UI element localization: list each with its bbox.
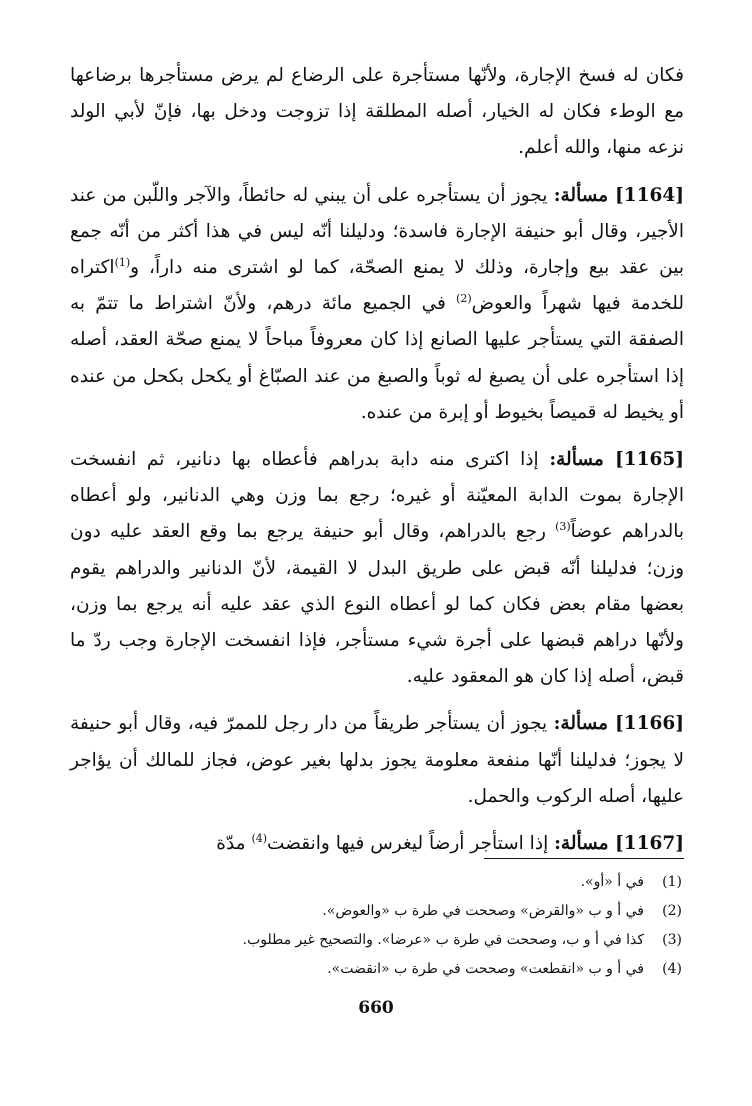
text-run: اكتراه للخدمة فيها شهراً والعوض: [70, 257, 684, 315]
text-run: مدّة: [216, 833, 252, 855]
footnotes: [70, 868, 682, 984]
footnote-2: [70, 897, 682, 926]
footnote-number: (3): [662, 932, 682, 948]
footnote-text: كذا في أ و ب، وصححت في طرة ب «عرضا». والتصحيح غير مطلوب.: [242, 932, 644, 948]
paragraph-issue-1165: [70, 442, 684, 695]
paragraph-issue-1167: [70, 826, 684, 862]
main-text: [70, 58, 684, 862]
footnote-text: في أ و ب «والقرض» وصححت في طرة ب «والعوض».: [322, 903, 644, 919]
text-run: إذا استأجر أرضاً ليغرس فيها وانقضت: [267, 833, 555, 855]
footnote-number: (1): [662, 874, 682, 890]
footnote-marker: (2): [456, 292, 472, 306]
footnote-text: في أ «أو».: [580, 874, 644, 890]
text-run: رجع بالدراهم، وقال أبو حنيفة يرجع بما وقع العقد عليه دون وزن؛ فدليلنا أنّه قبض على طريق البدل لا القيمة، لأنّ الدنانير والدراهم يقوم بعضها مقام بعض فكان كما لو أعطاه النوع الذي عقد عليه أنه يرجع بما وزن، ولأنّها دراهم قبضها على أجرة شيء مستأجر، فإذا انفسخت الإجارة وجب ردّ ما قبض، أصله إذا كان هو المعقود عليه.: [70, 521, 684, 688]
footnote-4: [70, 955, 682, 984]
footnote-text: في أ و ب «انقطعت» وصححت في طرة ب «انقضت».: [327, 961, 644, 977]
paragraph-issue-1166: [70, 706, 684, 815]
footnote-1: [70, 868, 682, 897]
text-run: يجوز أن يستأجر طريقاً من دار رجل للممرّ فيه، وقال أبو حنيفة لا يجوز؛ فدليلنا أنّها منفعة معلومة يجوز بدلها بغير عوض، فجاز للمالك أن يؤاجر عليها، أصله الركوب والحمل.: [70, 713, 685, 807]
footnote-marker: (1): [114, 255, 131, 269]
footnote-number: (4): [662, 961, 682, 977]
footnote-number: (2): [662, 903, 682, 919]
issue-heading: [1166] مسألة:: [553, 713, 684, 735]
paragraph-continuation: [70, 58, 684, 167]
text-run: في الجميع مائة درهم، ولأنّ اشتراط ما تتمّ به الصفقة التي يستأجر عليها الصانع إذا كان معروفاً مباحاً لا يمنع صحّة العقد، أصله إذا استأجره على أن يصبغ له ثوباً والصبغ من عند الصبّاغ أو يكحل بكحل من عنده أو يخيط له قميصاً بخيوط أو إبرة من عنده.: [70, 293, 684, 423]
paragraph-issue-1164: [70, 178, 684, 431]
text-run: إذا اكترى منه دابة بدراهم فأعطاه بها دنانير، ثم انفسخت الإجارة بموت الدابة المعيّنة أو غيره؛ رجع بما وزن وهي الدنانير، ولو أعطاه بالدراهم عوضاً: [70, 449, 684, 543]
issue-heading: [1165] مسألة:: [549, 449, 684, 471]
text-run: فكان له فسخ الإجارة، ولأنّها مستأجرة على الرضاع لم يرض مستأجرها برضاعها مع الوطء فكان له الخيار، أصله المطلقة إذا تزوجت ودخل بها، فإنّ لأبي الولد نزعه منها، والله أعلم.: [70, 65, 684, 159]
footnote-separator: [484, 858, 684, 859]
issue-heading: [1164] مسألة:: [553, 184, 684, 206]
footnote-marker: (4): [251, 831, 268, 845]
text-run: يجوز أن يستأجره على أن يبني له حائطاً، والآجر واللّبن من عند الأجير، وقال أبو حنيفة الإجارة فاسدة؛ ودليلنا أنّه ليس في هذا أكثر من أنّه جمع بين عقد بيع وإجارة، وذلك لا يمنع الصحّة، كما لو اشترى منه داراً، و: [70, 184, 684, 279]
footnote-3: [70, 926, 682, 955]
footnote-marker: (3): [555, 520, 571, 534]
page-number: 660: [358, 998, 394, 1018]
issue-heading: [1167] مسألة:: [554, 833, 684, 855]
